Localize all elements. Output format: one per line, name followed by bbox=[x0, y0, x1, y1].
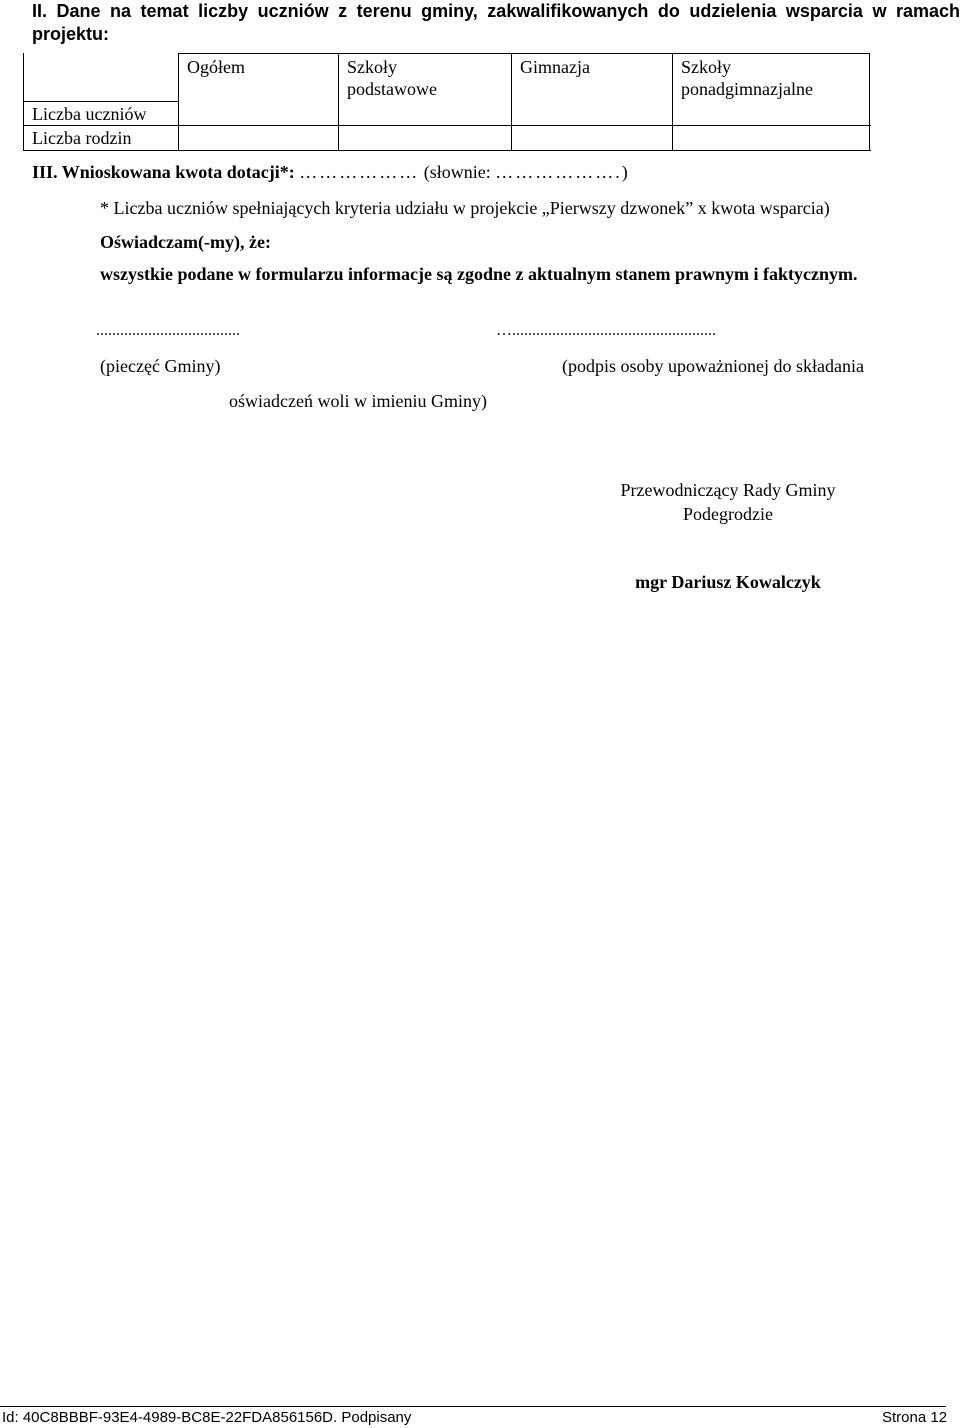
table-col-rule bbox=[338, 53, 339, 151]
table-header-line: Szkoły bbox=[347, 57, 398, 77]
table-col-rule bbox=[672, 53, 673, 151]
signature-label-line1: (podpis osoby upoważnionej do składania bbox=[562, 356, 864, 376]
footer-document-id: Id: 40C8BBBF-93E4-4989-BC8E-22FDA856156D. Podpisany bbox=[2, 1409, 412, 1426]
table-col-rule bbox=[511, 53, 512, 151]
table-border-right bbox=[869, 53, 870, 151]
table-header-secondary-schools bbox=[681, 56, 813, 100]
stamp-dotted-line: .................................... bbox=[96, 322, 240, 339]
table-header-line: Szkoły bbox=[681, 57, 732, 77]
table-header-line: ponadgimnazjalne bbox=[681, 79, 813, 99]
stamp-label: (pieczęć Gminy) bbox=[100, 356, 221, 376]
table-row-rule bbox=[23, 125, 871, 126]
signature-dotted-line: …................................................... bbox=[496, 322, 716, 339]
table-border-top bbox=[178, 53, 870, 54]
table-header-line: podstawowe bbox=[347, 79, 437, 99]
table-header-primary-schools bbox=[347, 56, 437, 100]
section-3-line bbox=[32, 160, 630, 184]
in-words-label: (słownie: bbox=[423, 162, 491, 182]
section-3-label: III. Wnioskowana kwota dotacji*: bbox=[32, 162, 295, 182]
signature-label-line2: oświadczeń woli w imieniu Gminy) bbox=[229, 391, 487, 411]
declaration-body: wszystkie podane w formularzu informacje są zgodne z aktualnym stanem prawnym i faktycznym. bbox=[100, 264, 858, 284]
declaration-heading: Oświadczam(-my), że: bbox=[100, 232, 271, 252]
in-words-leader: ……………….) bbox=[495, 162, 630, 182]
footer-rule bbox=[0, 1406, 946, 1407]
chair-name: mgr Dariusz Kowalczyk bbox=[635, 572, 821, 592]
table-row-label-students: Liczba uczniów bbox=[32, 104, 147, 124]
table-row-label-families: Liczba rodzin bbox=[32, 128, 132, 148]
footer-page-number: Strona 12 bbox=[882, 1409, 948, 1426]
footnote: * Liczba uczniów spełniających kryteria udziału w projekcie „Pierwszy dzwonek” x kwota wsparcia) bbox=[100, 198, 830, 218]
chair-title: Przewodniczący Rady Gminy bbox=[620, 480, 836, 500]
table-header-middle-schools: Gimnazja bbox=[520, 57, 590, 77]
chair-place: Podegrodzie bbox=[683, 504, 773, 524]
table-row-rule bbox=[23, 101, 178, 102]
table-border-bottom bbox=[23, 150, 871, 151]
table-header-total: Ogółem bbox=[187, 57, 245, 77]
amount-leader: ……………… bbox=[299, 162, 420, 182]
section-2-heading: II. Dane na temat liczby uczniów z terenu gminy, zakwalifikowanych do udzielenia wsparcia w ramach projektu: bbox=[32, 1, 960, 44]
table-col-rule bbox=[178, 53, 179, 151]
table-border-left bbox=[23, 53, 24, 151]
